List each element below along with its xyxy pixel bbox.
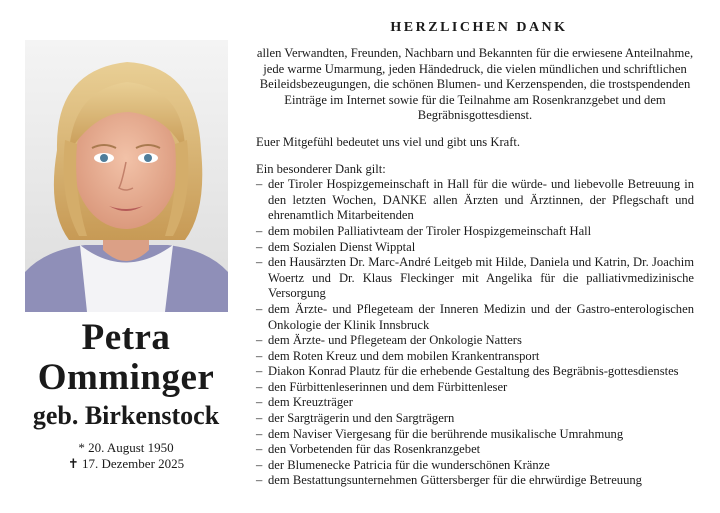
notice-heading: HERZLICHEN DANK: [390, 20, 568, 35]
thanks-list: [256, 177, 694, 489]
bullet-dash: –: [256, 177, 263, 192]
bullet-dash: –: [256, 395, 263, 410]
list-item-text: der Blumenecke Patricia für die wunderschönen Kränze: [268, 457, 550, 472]
life-dates: [10, 440, 242, 472]
bullet-dash: –: [256, 426, 263, 441]
sympathy-paragraph: Euer Mitgefühl bedeutet uns viel und gibt uns Kraft.: [256, 134, 521, 149]
list-item-text: dem mobilen Palliativteam der Tiroler Hospizgemeinschaft Hall: [268, 223, 592, 238]
list-item-text: dem Bestattungsunternehmen Güttersberger für die ehrwürdige Betreuung: [268, 473, 642, 488]
death-date: ✝ 17. Dezember 2025: [67, 456, 185, 471]
bullet-dash: –: [256, 223, 263, 238]
list-item: [256, 427, 694, 443]
list-item-text: dem Roten Kreuz und dem mobilen Krankentransport: [268, 348, 540, 363]
list-item-text: der Sargträgerin und den Sargträgern: [268, 411, 455, 426]
list-item: [256, 333, 694, 349]
bullet-dash: –: [256, 239, 263, 254]
bullet-dash: –: [256, 457, 263, 472]
list-item: [256, 240, 694, 256]
list-item-text: dem Sozialen Dienst Wipptal: [268, 239, 416, 254]
list-item-text: Diakon Konrad Plautz für die erhebende Gestaltung des Begräbnis-gottesdienstes: [268, 364, 679, 379]
intro-paragraph: allen Verwandten, Freunden, Nachbarn und Bekannten für die erwiesene Anteilnahme, jede warme Umarmung, jeden Händedruck, die vielen mündlichen und schriftlichen Beileidsbezeugungen, die schönen Blumen- und Kerzenspenden, die trostspendenden Einträge im Internet sowie für die Teilnahme am Rosenkranzgebet und dem Begräbnisgottesdienst.: [256, 46, 694, 123]
list-item: [256, 364, 694, 380]
special-thanks-label: Ein besonderer Dank gilt:: [256, 161, 386, 176]
list-item: [256, 411, 694, 427]
list-item-text: dem Kreuzträger: [268, 395, 353, 410]
list-item: [256, 458, 694, 474]
list-item-text: den Hausärzten Dr. Marc-André Leitgeb mit Hilde, Daniela und Katrin, Dr. Joachim Woertz und Dr. Klaus Fleckinger mit Angelika für die palliativmedizinische Versorgung: [268, 255, 694, 301]
bullet-dash: –: [256, 442, 263, 457]
list-item-text: dem Ärzte- und Pflegeteam der Onkologie Natters: [268, 333, 522, 348]
list-item-text: dem Ärzte- und Pflegeteam der Inneren Medizin und der Gastro-enterologischen Onkologie der Klinik Innsbruck: [268, 301, 694, 332]
born-name: geb. Birkenstock: [32, 401, 220, 430]
list-item: [256, 473, 694, 489]
list-item-text: dem Naviser Viergesang für die berührende musikalische Umrahmung: [268, 426, 624, 441]
list-item-text: der Tiroler Hospizgemeinschaft in Hall für die würde- und liebevolle Betreuung in den letzten Wochen, DANKE allen Ärzten und Ärztinnen, der Pflegschaft und ehrenamtlich Mitarbeitenden: [268, 177, 694, 223]
list-item-text: den Fürbittenleserinnen und dem Fürbittenleser: [268, 379, 508, 394]
list-item-text: den Vorbetenden für das Rosenkranzgebet: [268, 442, 481, 457]
list-item: [256, 255, 694, 302]
bullet-dash: –: [256, 301, 263, 316]
portrait-photo: [25, 40, 228, 312]
bullet-dash: –: [256, 255, 263, 270]
bullet-dash: –: [256, 473, 263, 488]
first-name: Petra: [81, 317, 171, 358]
bullet-dash: –: [256, 333, 263, 348]
list-item: [256, 302, 694, 333]
birth-date: * 20. August 1950: [78, 440, 174, 455]
list-item: [256, 442, 694, 458]
list-item: [256, 395, 694, 411]
bullet-dash: –: [256, 364, 263, 379]
bullet-dash: –: [256, 348, 263, 363]
bullet-dash: –: [256, 379, 263, 394]
list-item: [256, 224, 694, 240]
last-name: Omminger: [37, 357, 215, 398]
list-item: [256, 349, 694, 365]
list-item: [256, 380, 694, 396]
bullet-dash: –: [256, 411, 263, 426]
list-item: [256, 177, 694, 224]
thanks-text: [256, 20, 694, 489]
name-block: [10, 318, 242, 472]
